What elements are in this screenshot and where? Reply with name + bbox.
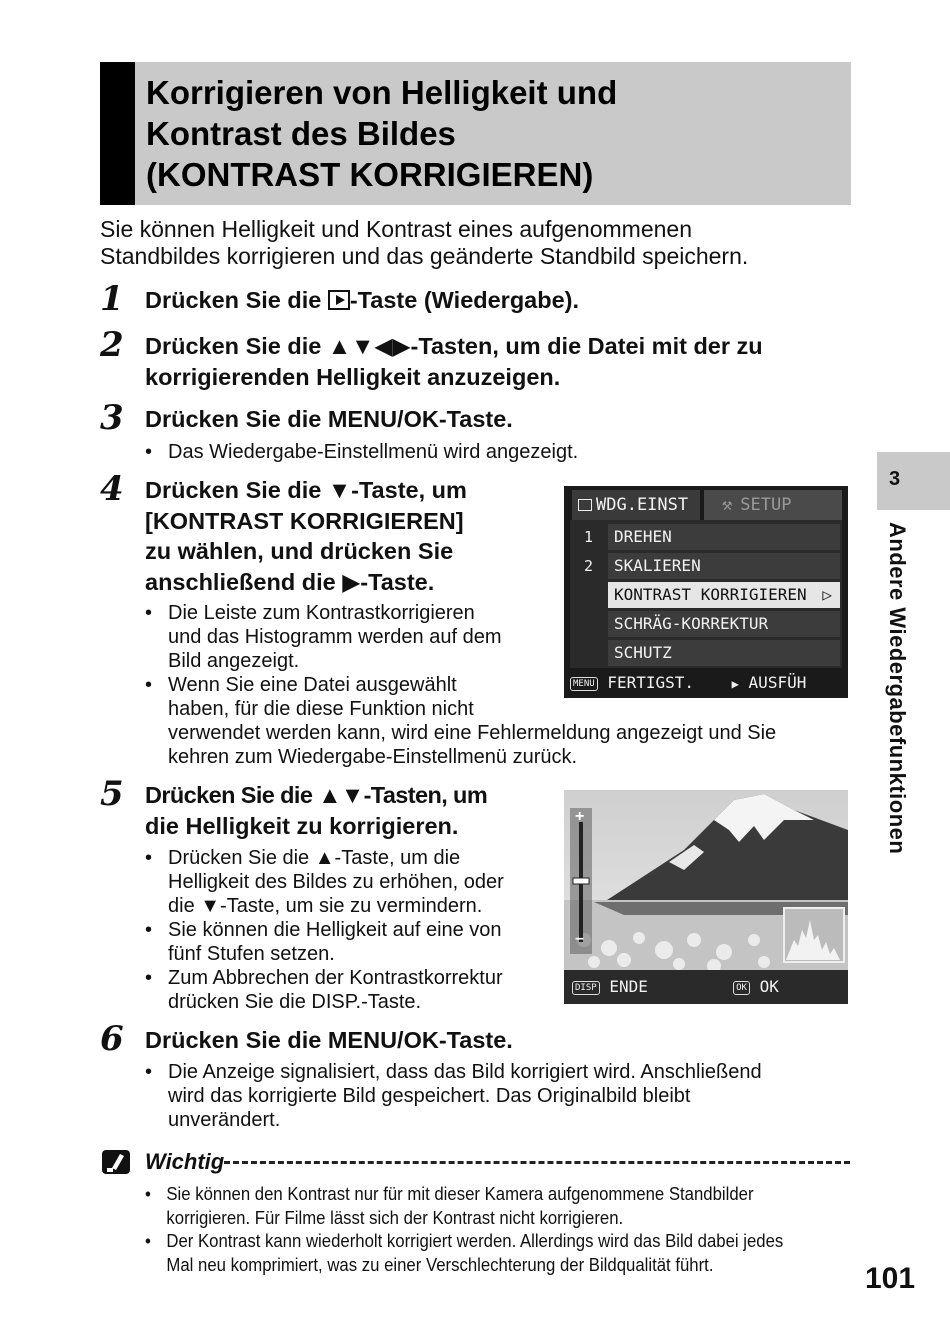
step-3-bullets bbox=[145, 440, 578, 464]
dashed-divider bbox=[224, 1161, 850, 1164]
bullet-line: • Die Anzeige signalisiert, dass das Bild korrigiert wird. Anschließend bbox=[168, 1061, 762, 1083]
camera-menu-footer bbox=[570, 672, 806, 695]
chapter-label: Andere Wiedergabefunktionen bbox=[885, 522, 910, 855]
step-text bbox=[145, 475, 467, 597]
playback-settings-tab bbox=[572, 490, 700, 520]
step-text: Drücken Sie die MENU/OK-Taste. bbox=[145, 406, 513, 432]
bullet-line: und das Histogramm werden auf dem bbox=[168, 626, 502, 648]
right-arrow-icon: ▶ bbox=[342, 568, 361, 595]
note-item bbox=[145, 1230, 852, 1277]
menu-page-2: 2 bbox=[584, 557, 594, 575]
bullet-line: Bild angezeigt. bbox=[168, 650, 300, 672]
menu-item-schutz: SCHUTZ bbox=[608, 640, 840, 666]
intro-line-1: Sie können Helligkeit und Kontrast eines aufgenommenen bbox=[100, 216, 692, 242]
setup-tab bbox=[704, 490, 842, 520]
bullet-item bbox=[145, 918, 504, 966]
chapter-number: 3 bbox=[888, 468, 901, 490]
camera-image-footer bbox=[564, 970, 848, 1004]
step-text bbox=[145, 285, 579, 316]
step-text-post: -Taste (Wiedergabe). bbox=[349, 287, 580, 313]
step-text-post: -Taste, um bbox=[351, 477, 467, 503]
plus-label: + bbox=[575, 808, 585, 825]
step-number: 5 bbox=[100, 774, 124, 814]
tab-label: WDG.EINST bbox=[596, 495, 689, 515]
page-number: 101 bbox=[865, 1262, 916, 1295]
submenu-arrow-icon: ▷ bbox=[822, 585, 832, 604]
bullet-text: -Taste, um die bbox=[334, 847, 461, 869]
step-text-pre: Drücken Sie die bbox=[145, 333, 328, 359]
ok-key-icon: OK bbox=[733, 981, 750, 995]
bullet-line: • Wenn Sie eine Datei ausgewählt bbox=[168, 674, 457, 696]
bullet-item bbox=[145, 846, 504, 918]
menu-item-schraeg-korrektur: SCHRÄG-KORREKTUR bbox=[608, 611, 840, 637]
up-arrow-icon: ▲ bbox=[314, 847, 335, 869]
down-arrow-icon: ▼ bbox=[327, 477, 352, 503]
step-text-pre: Drücken Sie die bbox=[145, 782, 319, 808]
intro-line-2: Standbildes korrigieren und das geänderte Standbild speichern. bbox=[100, 243, 749, 269]
note-line: Mal neu komprimiert, was zu einer Verschlechterung der Bildqualität führt. bbox=[166, 1254, 714, 1275]
bullet-item bbox=[145, 1060, 762, 1132]
step-text-line-2: [KONTRAST KORRIGIEREN] bbox=[145, 507, 464, 534]
step-number: 4 bbox=[100, 469, 124, 509]
bullet-line: fünf Stufen setzen. bbox=[168, 943, 335, 965]
footer-left-label: FERTIGST. bbox=[607, 673, 695, 692]
step-text-line-3: zu wählen, und drücken Sie bbox=[145, 538, 454, 564]
bullet-text: -Taste, um sie zu vermindern. bbox=[220, 895, 483, 917]
menu-key-icon: MENU bbox=[570, 677, 598, 691]
step-6-bullets bbox=[145, 1060, 762, 1132]
note-line: korrigieren. Für Filme lässt sich der Kontrast nicht korrigieren. bbox=[166, 1207, 624, 1228]
note-line: • Sie können den Kontrast nur für mit dieser Kamera aufgenommene Standbilder bbox=[166, 1184, 754, 1204]
bullet-line: • Sie können die Helligkeit auf eine von bbox=[168, 919, 502, 941]
step-text-post: -Tasten, um die Datei mit der zu bbox=[410, 333, 763, 359]
step-number: 3 bbox=[100, 398, 124, 438]
step-text-post: -Taste. bbox=[360, 568, 435, 595]
step-text bbox=[145, 331, 763, 392]
chapter-tab bbox=[877, 452, 950, 510]
playback-icon bbox=[328, 290, 350, 310]
page-title bbox=[146, 72, 617, 195]
title-accent-bar bbox=[100, 62, 135, 205]
menu-item-label: KONTRAST KORRIGIEREN bbox=[614, 585, 807, 604]
down-arrow-icon: ▼ bbox=[200, 895, 221, 917]
step-number: 6 bbox=[100, 1019, 124, 1059]
bullet-line: verwendet werden kann, wird eine Fehlermeldung angezeigt und Sie bbox=[168, 722, 777, 744]
right-arrow-icon: ▶ bbox=[731, 677, 739, 691]
bullet-text: die bbox=[168, 895, 201, 917]
bullet-line: unverändert. bbox=[168, 1109, 281, 1131]
note-line: • Der Kontrast kann wiederholt korrigiert werden. Allerdings wird das Bild dabei jedes bbox=[166, 1231, 784, 1251]
mountain-photo bbox=[564, 790, 848, 970]
caution-icon bbox=[100, 1148, 132, 1176]
wichtig-label: Wichtig bbox=[145, 1149, 225, 1174]
minus-label: – bbox=[575, 930, 584, 947]
step-text-pre: Drücken Sie die bbox=[145, 477, 328, 503]
bullet-line: kehren zum Wiedergabe-Einstellmenü zurück. bbox=[168, 746, 578, 768]
note-item bbox=[145, 1183, 852, 1230]
disp-key-icon: DISP bbox=[572, 981, 600, 995]
step-number: 2 bbox=[100, 325, 124, 365]
camera-brightness-screen bbox=[564, 790, 848, 1004]
footer-right-label: AUSFÜH bbox=[748, 673, 807, 692]
step-text-line-2: die Helligkeit zu korrigieren. bbox=[145, 812, 459, 839]
menu-item-skalieren: SKALIEREN bbox=[608, 553, 840, 579]
footer-right-label: OK bbox=[759, 977, 779, 996]
bullet-line: • Zum Abbrechen der Kontrastkorrektur bbox=[168, 967, 503, 989]
step-number: 1 bbox=[100, 279, 124, 319]
step-text bbox=[145, 780, 487, 841]
bullet-item bbox=[145, 966, 504, 1014]
menu-panel bbox=[570, 520, 842, 668]
menu-item-kontrast-korrigieren bbox=[608, 582, 840, 608]
menu-page-1: 1 bbox=[584, 528, 594, 546]
title-line-1: Korrigieren von Helligkeit und bbox=[146, 74, 618, 111]
wrench-icon: ⚒ bbox=[722, 495, 733, 515]
bullet-text: Drücken Sie die bbox=[168, 847, 315, 869]
menu-item-drehen: DREHEN bbox=[608, 524, 840, 550]
step-text: Drücken Sie die MENU/OK-Taste. bbox=[145, 1027, 513, 1053]
intro-paragraph bbox=[100, 216, 850, 270]
camera-menu-screen bbox=[564, 486, 848, 698]
bullet-line: haben, für die diese Funktion nicht bbox=[168, 698, 474, 720]
wichtig-notes bbox=[145, 1183, 852, 1277]
arrow-keys-icon: ▲▼◀▶ bbox=[327, 333, 411, 359]
step-text-post: -Tasten, um bbox=[363, 782, 488, 808]
section-title-box bbox=[100, 62, 851, 205]
tab-label: SETUP bbox=[740, 495, 792, 515]
step-text-pre: anschließend die bbox=[145, 568, 343, 595]
bullet-line: • Die Leiste zum Kontrastkorrigieren bbox=[168, 602, 475, 624]
bullet-item: • Das Wiedergabe-Einstellmenü wird angezeigt. bbox=[145, 440, 578, 464]
bullet-line: Helligkeit des Bildes zu erhöhen, oder bbox=[168, 871, 504, 893]
step-text-pre: Drücken Sie die bbox=[145, 287, 328, 313]
step-text-line-2: korrigierenden Helligkeit anzuzeigen. bbox=[145, 363, 561, 390]
bullet-line: wird das korrigierte Bild gespeichert. Das Originalbild bleibt bbox=[168, 1085, 691, 1107]
title-line-3: (KONTRAST KORRIGIEREN) bbox=[146, 156, 594, 193]
playback-icon bbox=[578, 499, 592, 511]
step-5-bullets bbox=[145, 846, 504, 1014]
up-down-arrow-icon: ▲▼ bbox=[318, 782, 364, 808]
title-line-2: Kontrast des Bildes bbox=[146, 115, 456, 152]
bullet-line: drücken Sie die DISP.-Taste. bbox=[168, 991, 422, 1013]
footer-left-label: ENDE bbox=[609, 977, 648, 996]
